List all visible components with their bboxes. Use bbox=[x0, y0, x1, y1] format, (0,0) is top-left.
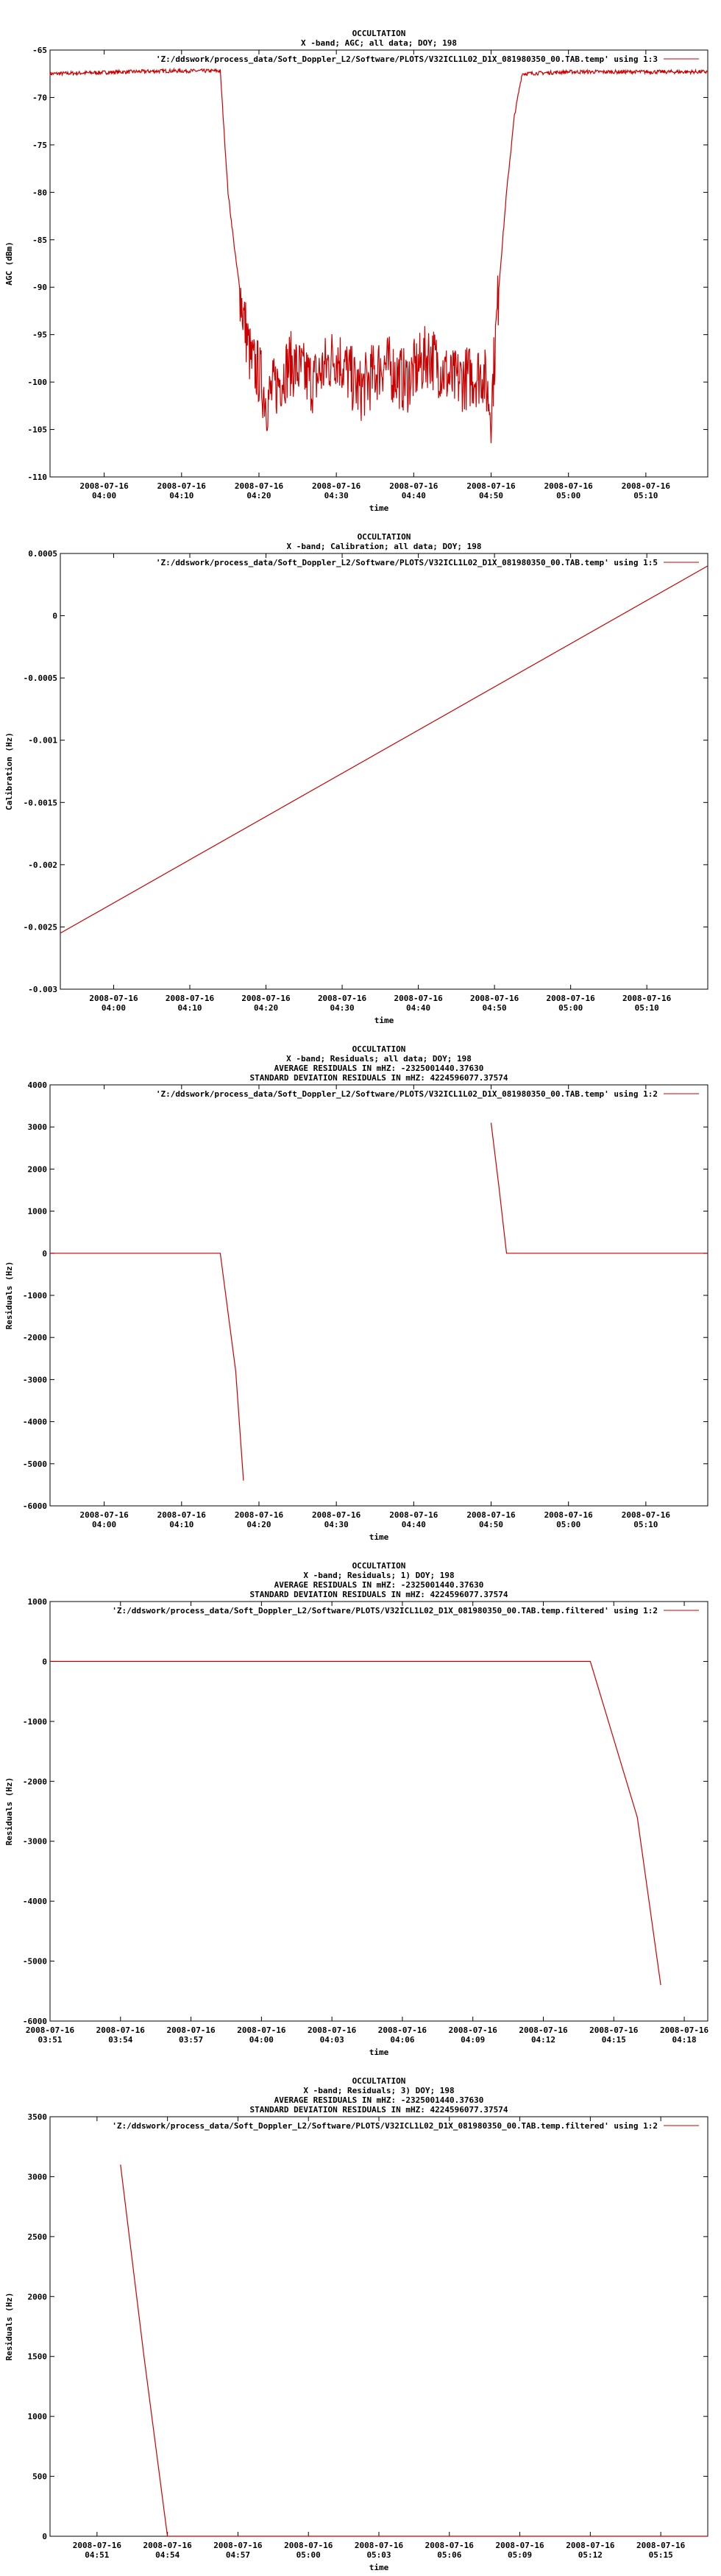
x-tick-label-time: 04:20 bbox=[246, 491, 271, 500]
chart-title-line: AVERAGE RESIDUALS IN mHZ: -2325001440.37630 bbox=[274, 2095, 484, 2105]
y-tick-label: 1000 bbox=[27, 1206, 47, 1217]
chart-title-line: STANDARD DEVIATION RESIDUALS IN mHZ: 4224596077.37574 bbox=[249, 2105, 508, 2115]
x-tick-label-date: 2008-07-16 bbox=[448, 2025, 497, 2035]
legend-label: 'Z:/ddswork/process_data/Soft_Doppler_L2/Software/PLOTS/V32ICL1L02_D1X_081980350_00.TAB.temp.filtered' using 1:2 bbox=[112, 1606, 658, 1616]
chart-1 bbox=[4, 29, 708, 513]
x-tick-label-date: 2008-07-16 bbox=[234, 481, 284, 491]
x-tick-label-date: 2008-07-16 bbox=[284, 2541, 333, 2550]
x-tick-label-time: 04:03 bbox=[319, 2035, 344, 2045]
chart-title-line: AVERAGE RESIDUALS IN mHZ: -2325001440.37630 bbox=[274, 1064, 484, 1073]
y-tick-label: 0.0005 bbox=[28, 549, 57, 559]
x-tick-label-time: 04:10 bbox=[177, 1003, 202, 1013]
legend-label: 'Z:/ddswork/process_data/Soft_Doppler_L2/Software/PLOTS/V32ICL1L02_D1X_081980350_00.TAB.temp' using 1:3 bbox=[155, 54, 658, 64]
x-tick-label-time: 03:51 bbox=[38, 2035, 63, 2045]
series-line-2 bbox=[491, 1123, 708, 1253]
y-tick-label: -4000 bbox=[22, 1417, 47, 1427]
x-tick-label-date: 2008-07-16 bbox=[659, 2025, 709, 2035]
chart-title-line: STANDARD DEVIATION RESIDUALS IN mHZ: 4224596077.37574 bbox=[249, 1073, 508, 1083]
y-tick-label: -0.0005 bbox=[23, 673, 57, 684]
y-axis-label: Residuals (Hz) bbox=[4, 1777, 14, 1846]
x-axis-label: time bbox=[369, 503, 389, 513]
x-tick-label-date: 2008-07-16 bbox=[308, 2025, 357, 2035]
y-tick-label: -6000 bbox=[22, 2017, 47, 2026]
x-tick-label-time: 04:10 bbox=[169, 1520, 194, 1529]
x-axis-label: time bbox=[369, 1532, 389, 1542]
x-tick-label-date: 2008-07-16 bbox=[79, 481, 129, 491]
chart-3 bbox=[4, 1044, 708, 1542]
chart-title-line: STANDARD DEVIATION RESIDUALS IN mHZ: 4224596077.37574 bbox=[249, 1590, 508, 1599]
plot-frame bbox=[50, 1602, 708, 2021]
x-tick-label-time: 05:00 bbox=[296, 2550, 321, 2560]
x-tick-label-time: 04:51 bbox=[85, 2550, 110, 2560]
x-tick-label-date: 2008-07-16 bbox=[79, 1510, 129, 1520]
x-tick-label-date: 2008-07-16 bbox=[519, 2025, 568, 2035]
x-tick-label-date: 2008-07-16 bbox=[317, 994, 367, 1003]
x-tick-label-time: 04:00 bbox=[92, 491, 117, 500]
plot-frame bbox=[50, 50, 708, 477]
y-tick-label: 0 bbox=[42, 1248, 47, 1259]
x-tick-label-date: 2008-07-16 bbox=[544, 481, 593, 491]
chart-title-line: OCCULTATION bbox=[352, 29, 406, 38]
chart-title-line: X -band; Residuals; 1) DOY; 198 bbox=[303, 1571, 455, 1580]
x-tick-label-date: 2008-07-16 bbox=[165, 994, 215, 1003]
y-tick-label: -1000 bbox=[22, 1291, 47, 1301]
x-tick-label-time: 04:00 bbox=[249, 2035, 274, 2045]
chart-title-line: OCCULTATION bbox=[352, 1561, 406, 1571]
x-tick-label-time: 05:00 bbox=[556, 491, 581, 500]
y-tick-label: -3000 bbox=[22, 1375, 47, 1385]
y-tick-label: -95 bbox=[32, 330, 47, 340]
legend-label: 'Z:/ddswork/process_data/Soft_Doppler_L2/Software/PLOTS/V32ICL1L02_D1X_081980350_00.TAB.temp' using 1:2 bbox=[155, 1089, 658, 1099]
x-tick-label-time: 04:30 bbox=[324, 1520, 349, 1529]
x-tick-label-time: 05:12 bbox=[578, 2550, 603, 2560]
x-tick-label-time: 05:10 bbox=[633, 1520, 658, 1529]
chart-title-line: AVERAGE RESIDUALS IN mHZ: -2325001440.37630 bbox=[274, 1580, 484, 1590]
chart-title-line: X -band; Calibration; all data; DOY; 198 bbox=[286, 542, 482, 551]
x-tick-label-date: 2008-07-16 bbox=[389, 1510, 438, 1520]
x-tick-label-time: 05:03 bbox=[366, 2550, 391, 2560]
y-tick-label: -90 bbox=[32, 283, 47, 293]
series-line-1 bbox=[50, 69, 708, 443]
plot-frame bbox=[50, 2117, 708, 2536]
series-line-1 bbox=[121, 2165, 708, 2536]
plot-frame bbox=[50, 1085, 708, 1506]
x-tick-label-date: 2008-07-16 bbox=[544, 1510, 593, 1520]
x-tick-label-date: 2008-07-16 bbox=[621, 481, 670, 491]
x-tick-label-date: 2008-07-16 bbox=[546, 994, 595, 1003]
y-tick-label: -5000 bbox=[22, 1459, 47, 1469]
y-tick-label: 2000 bbox=[27, 1164, 47, 1175]
y-tick-label: -110 bbox=[27, 473, 47, 482]
x-tick-label-date: 2008-07-16 bbox=[354, 2541, 404, 2550]
y-tick-label: -6000 bbox=[22, 1501, 47, 1511]
x-tick-label-time: 05:00 bbox=[558, 1003, 583, 1013]
y-tick-label: 0 bbox=[52, 611, 57, 621]
chart-title-line: OCCULTATION bbox=[352, 2076, 406, 2086]
y-tick-label: 1000 bbox=[27, 1597, 47, 1607]
y-tick-label: -65 bbox=[32, 46, 47, 55]
x-tick-label-time: 04:50 bbox=[478, 1520, 504, 1529]
x-tick-label-time: 03:54 bbox=[108, 2035, 133, 2045]
y-tick-label: -105 bbox=[27, 425, 47, 435]
x-tick-label-date: 2008-07-16 bbox=[237, 2025, 286, 2035]
x-tick-label-time: 05:10 bbox=[634, 1003, 659, 1013]
legend-label: 'Z:/ddswork/process_data/Soft_Doppler_L2/Software/PLOTS/V32ICL1L02_D1X_081980350_00.TAB.temp.filtered' using 1:2 bbox=[112, 2121, 658, 2131]
x-tick-label-date: 2008-07-16 bbox=[312, 1510, 361, 1520]
chart-title-line: X -band; Residuals; 3) DOY; 198 bbox=[303, 2086, 455, 2095]
x-tick-label-date: 2008-07-16 bbox=[25, 2025, 75, 2035]
x-tick-label-date: 2008-07-16 bbox=[425, 2541, 474, 2550]
x-tick-label-time: 04:40 bbox=[401, 491, 426, 500]
y-tick-label: 2000 bbox=[27, 2292, 47, 2302]
x-tick-label-time: 04:10 bbox=[169, 491, 194, 500]
y-tick-label: -5000 bbox=[22, 1956, 47, 1967]
series-line-1 bbox=[50, 1253, 244, 1481]
x-tick-label-date: 2008-07-16 bbox=[234, 1510, 284, 1520]
x-tick-label-time: 04:50 bbox=[478, 491, 504, 500]
y-tick-label: 4000 bbox=[27, 1080, 47, 1090]
y-tick-label: -2000 bbox=[22, 1777, 47, 1787]
x-tick-label-time: 04:18 bbox=[672, 2035, 697, 2045]
x-tick-label-time: 04:54 bbox=[155, 2550, 180, 2560]
legend-label: 'Z:/ddswork/process_data/Soft_Doppler_L2/Software/PLOTS/V32ICL1L02_D1X_081980350_00.TAB.temp' using 1:5 bbox=[155, 558, 658, 567]
y-tick-label: -100 bbox=[27, 378, 47, 388]
y-axis-label: Residuals (Hz) bbox=[4, 1261, 14, 1330]
y-tick-label: 0 bbox=[42, 2532, 47, 2541]
y-tick-label: 3000 bbox=[27, 2172, 47, 2182]
x-tick-label-date: 2008-07-16 bbox=[157, 1510, 206, 1520]
x-tick-label-time: 04:00 bbox=[92, 1520, 117, 1529]
x-tick-label-time: 04:30 bbox=[324, 491, 349, 500]
y-tick-label: -80 bbox=[32, 188, 47, 198]
y-tick-label: -0.0025 bbox=[23, 922, 57, 933]
x-tick-label-date: 2008-07-16 bbox=[213, 2541, 263, 2550]
x-tick-label-time: 04:00 bbox=[101, 1003, 127, 1013]
y-axis-label: Residuals (Hz) bbox=[4, 2292, 14, 2361]
series-line-1 bbox=[60, 566, 708, 933]
y-tick-label: 0 bbox=[42, 1657, 47, 1667]
y-tick-label: 1000 bbox=[27, 2412, 47, 2422]
x-tick-label-time: 04:40 bbox=[406, 1003, 431, 1013]
x-tick-label-date: 2008-07-16 bbox=[166, 2025, 216, 2035]
y-tick-label: 1500 bbox=[27, 2352, 47, 2362]
x-tick-label-time: 04:06 bbox=[390, 2035, 415, 2045]
x-tick-label-date: 2008-07-16 bbox=[96, 2025, 145, 2035]
x-tick-label-time: 04:12 bbox=[530, 2035, 556, 2045]
chart-2 bbox=[4, 532, 708, 1025]
y-tick-label: -0.003 bbox=[28, 985, 57, 994]
y-tick-label: 3500 bbox=[27, 2112, 47, 2122]
x-tick-label-date: 2008-07-16 bbox=[466, 1510, 516, 1520]
x-tick-label-time: 04:40 bbox=[401, 1520, 426, 1529]
x-tick-label-time: 05:15 bbox=[648, 2550, 673, 2560]
y-tick-label: -70 bbox=[32, 93, 47, 103]
x-tick-label-date: 2008-07-16 bbox=[389, 481, 438, 491]
x-tick-label-time: 04:09 bbox=[461, 2035, 486, 2045]
x-tick-label-time: 04:15 bbox=[601, 2035, 626, 2045]
y-axis-label: AGC (dBm) bbox=[4, 241, 14, 286]
x-tick-label-time: 05:09 bbox=[508, 2550, 533, 2560]
x-axis-label: time bbox=[369, 2563, 389, 2572]
y-tick-label: -3000 bbox=[22, 1836, 47, 1847]
plot-frame bbox=[60, 553, 708, 989]
x-tick-label-date: 2008-07-16 bbox=[72, 2541, 121, 2550]
x-tick-label-date: 2008-07-16 bbox=[636, 2541, 686, 2550]
y-tick-label: 500 bbox=[32, 2471, 47, 2482]
x-tick-label-date: 2008-07-16 bbox=[495, 2541, 544, 2550]
x-tick-label-date: 2008-07-16 bbox=[143, 2541, 192, 2550]
y-tick-label: -75 bbox=[32, 140, 47, 150]
x-tick-label-date: 2008-07-16 bbox=[589, 2025, 639, 2035]
x-tick-label-date: 2008-07-16 bbox=[394, 994, 443, 1003]
x-tick-label-date: 2008-07-16 bbox=[466, 481, 516, 491]
chart-title-line: OCCULTATION bbox=[357, 532, 411, 542]
series-line-1 bbox=[50, 1661, 661, 1985]
x-tick-label-time: 04:50 bbox=[482, 1003, 507, 1013]
y-tick-label: -2000 bbox=[22, 1333, 47, 1343]
x-tick-label-time: 05:00 bbox=[556, 1520, 581, 1529]
x-tick-label-date: 2008-07-16 bbox=[312, 481, 361, 491]
x-tick-label-time: 05:10 bbox=[633, 491, 658, 500]
y-axis-label: Calibration (Hz) bbox=[4, 732, 14, 810]
y-tick-label: -0.0015 bbox=[23, 798, 57, 808]
x-axis-label: time bbox=[369, 2048, 389, 2057]
chart-title-line: OCCULTATION bbox=[352, 1044, 406, 1054]
x-tick-label-date: 2008-07-16 bbox=[377, 2025, 427, 2035]
x-tick-label-time: 04:57 bbox=[225, 2550, 250, 2560]
x-tick-label-time: 03:57 bbox=[179, 2035, 204, 2045]
chart-title-line: X -band; AGC; all data; DOY; 198 bbox=[301, 38, 457, 48]
x-tick-label-time: 05:06 bbox=[437, 2550, 462, 2560]
y-tick-label: 3000 bbox=[27, 1122, 47, 1133]
y-tick-label: -0.002 bbox=[28, 860, 57, 870]
y-tick-label: 2500 bbox=[27, 2232, 47, 2242]
chart-4 bbox=[4, 1561, 709, 2057]
x-tick-label-date: 2008-07-16 bbox=[470, 994, 519, 1003]
x-tick-label-date: 2008-07-16 bbox=[157, 481, 206, 491]
chart-5 bbox=[4, 2076, 708, 2572]
x-tick-label-time: 04:20 bbox=[253, 1003, 279, 1013]
y-tick-label: -4000 bbox=[22, 1897, 47, 1907]
chart-title-line: X -band; Residuals; all data; DOY; 198 bbox=[286, 1054, 472, 1064]
x-tick-label-date: 2008-07-16 bbox=[89, 994, 138, 1003]
x-tick-label-date: 2008-07-16 bbox=[241, 994, 291, 1003]
x-axis-label: time bbox=[374, 1016, 394, 1025]
y-tick-label: -0.001 bbox=[28, 735, 57, 746]
x-tick-label-date: 2008-07-16 bbox=[621, 1510, 670, 1520]
x-tick-label-time: 04:30 bbox=[330, 1003, 355, 1013]
y-tick-label: -85 bbox=[32, 235, 47, 245]
x-tick-label-date: 2008-07-16 bbox=[622, 994, 672, 1003]
y-tick-label: -1000 bbox=[22, 1716, 47, 1727]
x-tick-label-date: 2008-07-16 bbox=[566, 2541, 615, 2550]
x-tick-label-time: 04:20 bbox=[246, 1520, 271, 1529]
